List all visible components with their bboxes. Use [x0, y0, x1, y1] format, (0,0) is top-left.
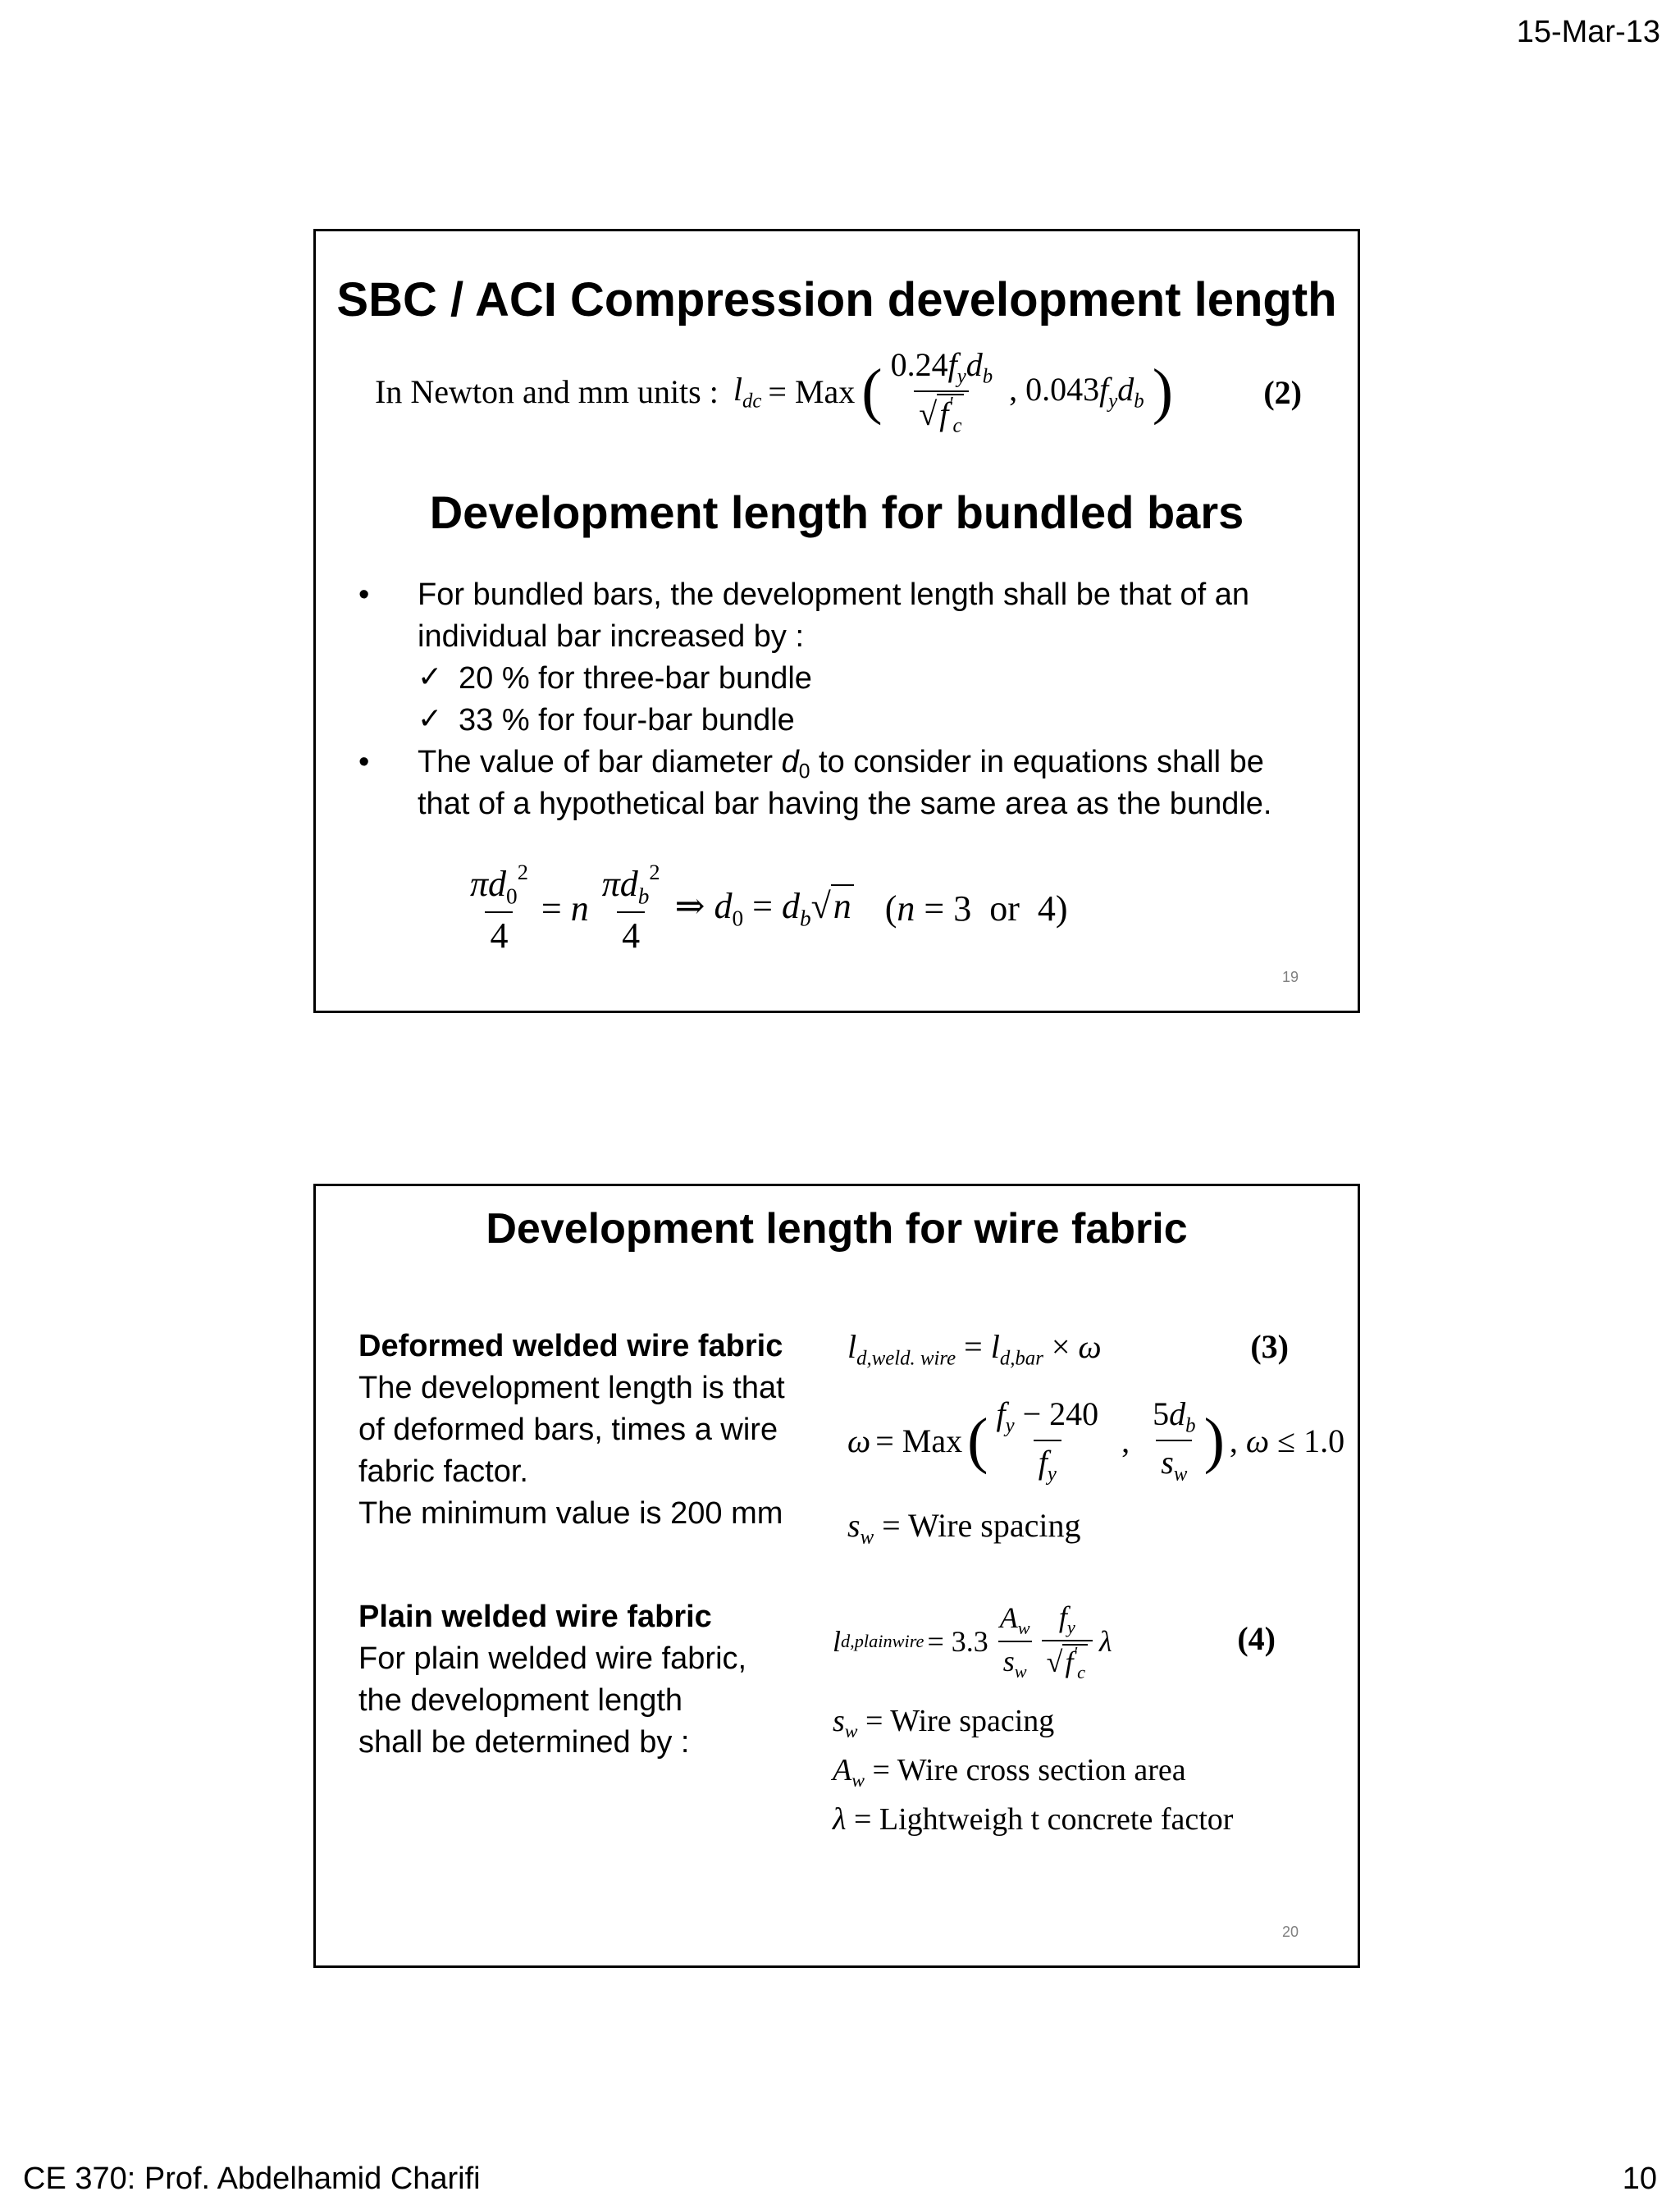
bullet-icon: •	[358, 578, 370, 612]
check-item-1: 20 % for three-bar bundle	[459, 661, 812, 696]
equation-4-label: (4)	[1237, 1620, 1276, 1657]
bullet-2-line-2: that of a hypothetical bar having the same area as the bundle.	[418, 787, 1272, 821]
footer-course: CE 370: Prof. Abdelhamid Charifi	[23, 2162, 481, 2196]
plain-heading: Plain welded wire fabric	[358, 1600, 712, 1634]
sw-definition-1: $s_w$ = Wire spacing	[847, 1507, 1081, 1549]
bullet-1-line-1: For bundled bars, the development length shall be that of an	[418, 578, 1250, 612]
footer-page-number: 10	[1622, 2162, 1657, 2196]
bullet-icon: •	[358, 745, 370, 779]
deformed-line-2: of deformed bars, times a wire	[358, 1413, 778, 1447]
bullet-1-line-2: individual bar increased by :	[418, 619, 805, 654]
deformed-heading: Deformed welded wire fabric	[358, 1329, 783, 1363]
equation-3-label: (3)	[1250, 1328, 1289, 1365]
lambda-definition: λ = Lightweigh t concrete factor	[833, 1802, 1234, 1837]
equation-4: l d,plainwire = 3.3 $\frac{A_w}{s_w}$ $\frac{f_y}{√f'_c}$ λ	[833, 1600, 1112, 1682]
plain-line-3: shall be determined by :	[358, 1725, 690, 1760]
check-item-2: 33 % for four-bar bundle	[459, 703, 795, 737]
deformed-line-1: The development length is that	[358, 1371, 785, 1405]
equation-2-label: (2)	[1263, 374, 1302, 411]
sw-definition-2: $s_w$ = Wire spacing	[833, 1704, 1055, 1743]
omega-equation: ω = Max ( $\frac{f_y - 240}{f_y}$ , $\frac{5d_b}{s_w}$ ) , ω ≤ 1.0	[847, 1395, 1345, 1486]
checkmark-icon: ✓	[418, 660, 443, 693]
aw-definition: $A_w$ = Wire cross section area	[833, 1753, 1186, 1792]
plain-line-1: For plain welded wire fabric,	[358, 1641, 747, 1676]
equation-2: In Newton and mm units : $l_{dc}$ = Max ( $\frac{0.24f_yd_b}{√f'_c}$ , $0.043f_yd_b$ )	[375, 345, 1173, 437]
bullet-2-line-1: The value of bar diameter d0 to consider in equations shall be	[418, 745, 1264, 783]
slide-number: 19	[1281, 969, 1299, 985]
checkmark-icon: ✓	[418, 701, 443, 735]
header-date: 15-Mar-13	[1516, 15, 1660, 49]
slide-subtitle: Development length for bundled bars	[429, 486, 1244, 538]
slide-20	[313, 1184, 1360, 1968]
deformed-line-3: fabric factor.	[358, 1454, 528, 1489]
slide-number: 20	[1281, 1924, 1299, 1940]
slide-19	[313, 229, 1360, 1013]
deformed-line-4: The minimum value is 200 mm	[358, 1496, 783, 1531]
units-label: In Newton and mm units :	[375, 372, 719, 410]
slide-title: Development length for wire fabric	[486, 1205, 1188, 1253]
slide-title: SBC / ACI Compression development length	[336, 273, 1337, 326]
plain-line-2: the development length	[358, 1683, 683, 1718]
equation-3: $l_{d,weld. wire} = l_{d,bar} \times \omega$	[847, 1328, 1102, 1370]
bundle-equation: $\frac{\pi d_0^2}{4}$ = n $\frac{\pi d_b^2}{4}$ ⇒ $d_0 = d_b√n$ (n = 3 or 4)	[470, 860, 1068, 956]
